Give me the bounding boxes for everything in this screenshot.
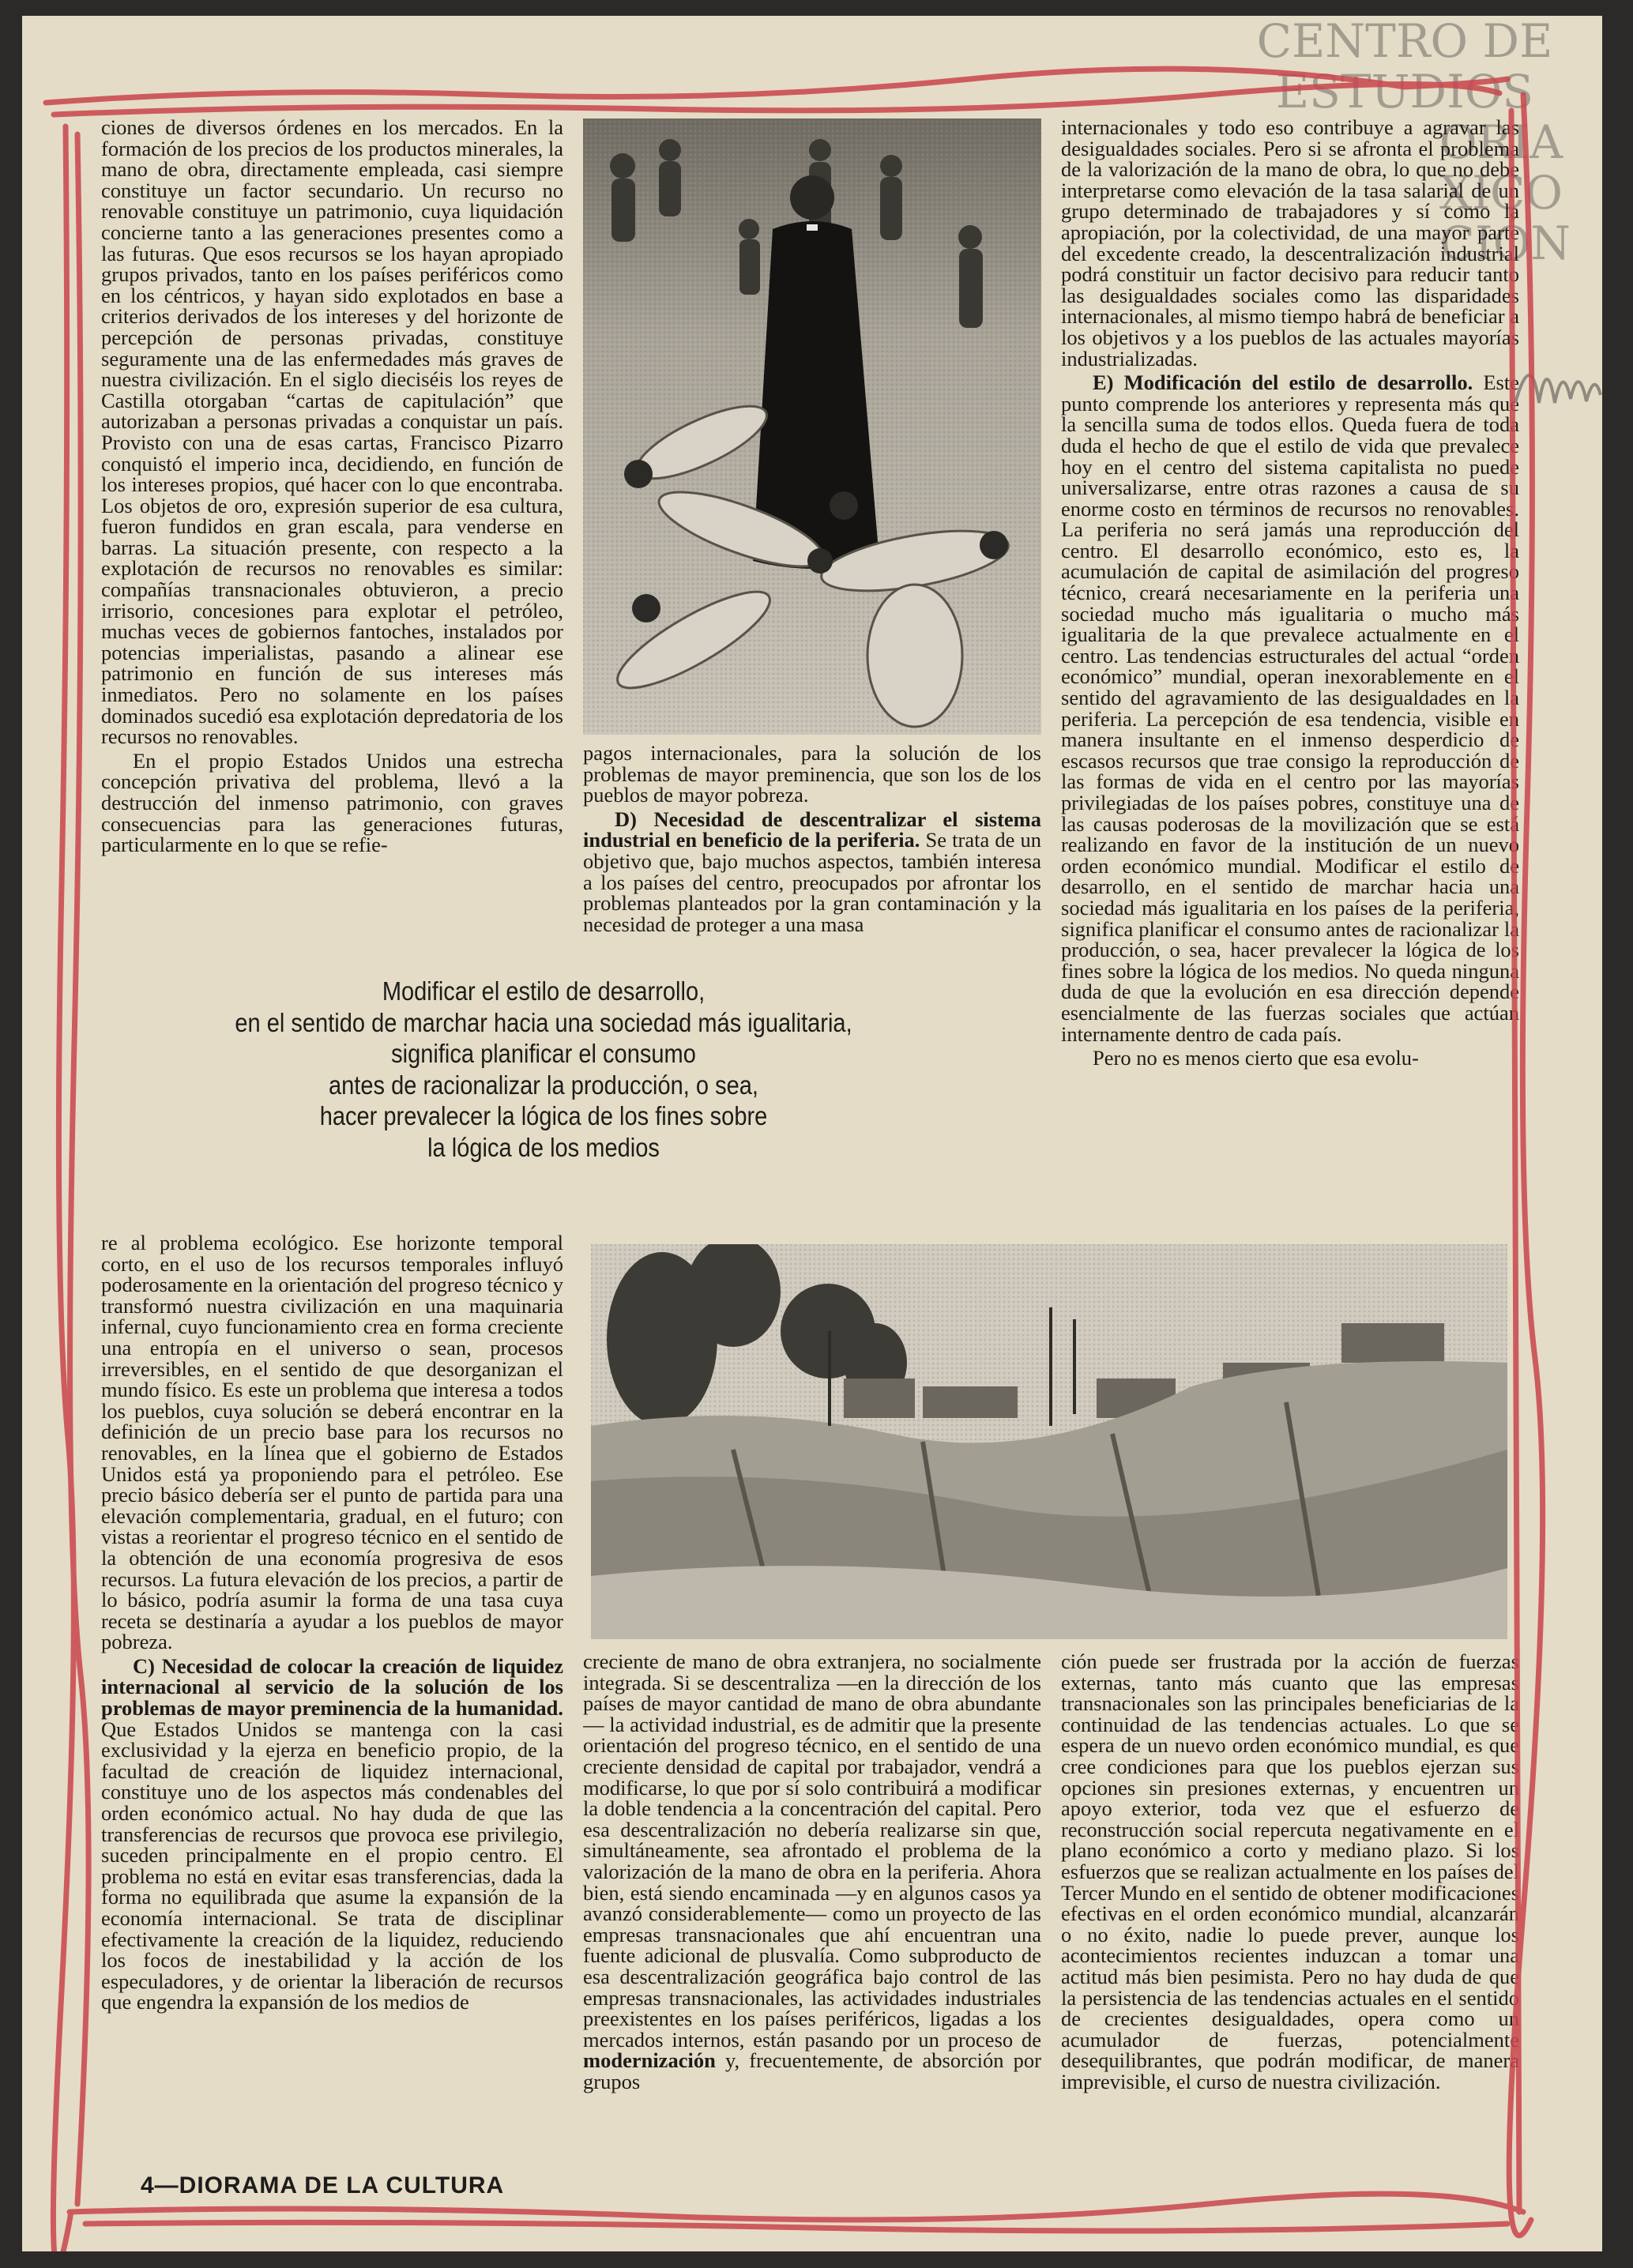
watermark-line: ESTUDIOS	[1275, 65, 1534, 118]
column-1-top	[101, 117, 563, 962]
photo-priest-with-children	[583, 118, 1041, 735]
paragraph-text: creciente de mano de obra extranjera, no socialmente integrada. Si se descentraliza —en la dirección de los países de mayor cantidad de mano de obra abundante— la actividad industrial, es de admitir que la presente orientación del progreso técnico, en el sentido de una creciente densidad de capital por trabajador, vendrá a modificarse, lo que por sí solo contribuirá a modificar la doble tendencia a la concentración del capital. Pero esa descentralización no debería realizarse sin que, simultáneamente, sea afrontado el problema de la valorización de la mano de obra en la periferia. Ahora bien, está siendo encaminada —y en algunos casos ya avanzó considerablemente— como un proyecto de las empresas transnacionales que ahí encuentran una fuente adicional de plusvalía. Como subproducto de esa descentralización geográfica bajo control de las empresas transnacionales, las actividades industriales preexistentes en los países periféricos, ligadas a los mercados internos, están pasando por un proceso de	[583, 1651, 1041, 2052]
column-3-bottom	[1061, 1651, 1519, 2157]
column-2-top	[583, 743, 1041, 972]
watermark-line: CIÓN	[1439, 216, 1571, 270]
bold-word: modernización	[583, 2048, 716, 2073]
paragraph: ciones de diversos órdenes en los mercados. En la formación de los precios de los productos minerales, la mano de obra, directamente empleada, casi siempre constituye un factor secundario. Un recurso no renovable constituye un patrimonio, cuya liquidación concierne tanto a las generaciones presentes como a las futuras. Que esos recursos se los hayan apropiado grupos privados, tanto en los países periféricos como en los céntricos, y hayan sido explotados en base a criterios derivados de los intereses y del horizonte de percepción de personas privadas, constituye seguramente una de las enfermedades más graves de nuestra civilización. En el siglo dieciséis los reyes de Castilla otorgaban “cartas de capitulación” que autorizaban a personas privadas a conquistar un país. Provisto con una de esas cartas, Francisco Pizarro conquistó el imperio inca, decidiendo, en función de los intereses propios, qué hacer con lo que encontraba. Los objetos de oro, expresión superior de esa cultura, fueron fundidos en gran escala, para venderse en barras. La situación presente, con respecto a la explotación de recursos no renovables es similar: compañías transnacionales obtuvieron, a precio irrisorio, concesiones para explotar el petróleo, muchas veces de gobiernos fantoches, instalados por potencias imperialistas, pasando a alinear ese patrimonio en función de sus intereses más inmediatos. Pero no solamente en los países dominados sucedió esa explotación depredatoria de los recursos no renovables.	[101, 117, 563, 749]
pull-quote-line: significa planificar el consumo	[391, 1039, 696, 1068]
pull-quote	[196, 976, 891, 1163]
paragraph	[1061, 372, 1519, 1044]
column-1-bottom	[101, 1232, 563, 2157]
paragraph: Pero no es menos cierto que esa evolu-	[1093, 1046, 1419, 1070]
paragraph-text: Este punto comprende los anteriores y representa más que la sencilla suma de todos ellos. Queda fuera de toda duda el hecho de que el estilo de vida que prevalece hoy en el centro del sistema capitalista no puede universalizarse, entre otras razones a causa de su enorme costo en términos de recursos no renovables. La periferia no será jamás una reproducción del centro. El desarrollo económico, esto es, la acumulación de capital de asimilación del progreso técnico, creará necesariamente en la periferia una sociedad mucho más igualitaria o mucho más igualitaria de la que prevalece actualmente en el centro. Las tendencias estructurales del actual “orden económico” mundial, operan inexorablemente en el sentido del agravamiento de las desigualdades en la periferia. La percepción de esa tendencia, visible en manera insultante en el inmenso desperdicio de escasos recursos que trae consigo la reproducción de las formas de vida en el centro por las mayorías privilegiadas de los países pobres, constituye una de las causas poderosas de la movilización que se está realizando en favor de la institución de un nuevo orden económico mundial. Modificar el estilo de desarrollo, en el sentido de marchar hacia una sociedad más igualitaria en los países de la periferia, significa planificar el consumo antes de racionalizar la producción, o sea, hacer prevalecer la lógica de los fines sobre la lógica de los medios. No queda ninguna duda de que la evolución en esa dirección depende esencialmente de las fuerzas sociales que actúan internamente dentro de cada país.	[1061, 370, 1519, 1046]
pull-quote-line: antes de racionalizar la producción, o sea,	[328, 1070, 759, 1100]
paragraph: pagos internacionales, para la solución de los problemas de mayor preminencia, que son los de los pueblos de mayor pobreza.	[583, 743, 1041, 807]
section-heading-e: E) Modificación del estilo de desarrollo.	[1093, 370, 1473, 395]
watermark-line: CENTRO DE	[1256, 16, 1553, 68]
paragraph	[583, 809, 1041, 935]
column-3-top	[1061, 117, 1519, 1247]
paragraph: re al problema ecológico. Ese horizonte temporal corto, en el uso de los recursos temporales influyó poderosamente en la orientación del progreso técnico y transformó nuestra civilización en una maquinaria infernal, cuyo funcionamiento crea en forma creciente una entropía en el universo o sean, procesos irreversibles, en el sentido de que desorganizan el mundo físico. Es este un problema que interesa a todos los pueblos, cuya solución se deberá encontrar en la definición de un precio base para los recursos no renovables, en la línea que el gobierno de Estados Unidos está ya proponiendo para el petróleo. Ese precio básico debería ser el punto de partida para una elevación complementaria, gradual, en el futuro; con vistas a reorientar el progreso técnico en el sentido de la obtención de una economía progresiva de esos recursos. La futura elevación de los precios, a partir de lo básico, podría asumir la forma de una tasa cuya receta se destinaría a ayudar a los pueblos de mayor pobreza.	[101, 1232, 563, 1654]
paragraph-text: Que Estados Unidos se mantenga con la casi exclusividad y la ejerza en beneficio propio, de la facultad de creación de liquidez internacional, constituye uno de los aspectos más condenables del orden económico actual. No hay duda de que las transferencias de recursos que provoca ese privilegio, suceden principalmente en el propio centro. El problema no está en evitar esas transferencias, dada la forma no equilibrada que asume la expansión de la economía internacional. Se trata de disciplinar efectivamente la creación de la liquidez, reduciendo los focos de inestabilidad y la acción de los especuladores, y de orientar la liberación de recursos que engendra la expansión de los medios de	[101, 1717, 563, 2014]
pull-quote-line: en el sentido de marchar hacia una sociedad más igualitaria,	[235, 1007, 852, 1037]
pull-quote-line: la lógica de los medios	[427, 1132, 660, 1162]
section-heading-c: C) Necesidad de colocar la creación de liquidez internacional al servicio de la solución de los problemas de mayor preminencia de la humanidad.	[101, 1653, 563, 1721]
paragraph: En el propio Estados Unidos una estrecha concepción privativa del problema, llevó a la destrucción del inmenso patrimonio, con graves consecuencias para las generaciones futuras, particularmente en lo que se refie-	[101, 748, 563, 857]
paragraph: ción puede ser frustrada por la acción de fuerzas externas, tanto más cuanto que las empresas transnacionales son las principales beneficiarias de la continuidad de las tendencias actuales. Lo que se espera de un nuevo orden económico mundial, es que cree condiciones para que los pueblos ejerzan sus opciones sin presiones externas, y encuentren un apoyo exterior, toda vez que el esfuerzo de reconstrucción social repercuta negativamente en el plano económico a corto y mediano plazo. Si los esfuerzos que se realizan actualmente en los países del Tercer Mundo en el sentido de obtener modificaciones efectivas en el orden económico mundial, alcanzarán o no éxito, nadie lo puede prever, aunque los acontecimientos recientes induzcan a tomar una actitud más bien pesimista. Pero no hay duda de que la persistencia de las tendencias actuales en el sentido de crecientes desigualdades, opera como un acumulador de fuerzas, potencialmente desequilibrantes, que podrán modificar, de manera imprevisible, el curso de nuestra civilización.	[1061, 1651, 1519, 2093]
photo-image	[583, 118, 1041, 735]
paragraph: internacionales y todo eso contribuye a agravar las desigualdades sociales. Pero si se afronta el problema de la valorización de la mano de obra, lo que no debe interpretarse como elevación de la tasa salarial de un grupo determinado de trabajadores y sí como la apropiación, por la colectividad, de una mayor parte del excedente creado, la descentralización industrial podrá constituir un factor decisivo para reducir tanto las desigualdades sociales como las disparidades internacionales, al mismo tiempo habrá de beneficiar a los objetivos y a los pueblos de las actuales mayorías industrializadas.	[1061, 117, 1519, 370]
photo-image	[591, 1244, 1507, 1639]
signature-scribble	[1507, 332, 1602, 427]
photo-shantytown-landscape	[591, 1244, 1507, 1639]
page-footer: 4—DIORAMA DE LA CULTURA	[141, 2172, 505, 2198]
section-heading-d: D) Necesidad de descentralizar el sistema industrial en beneficio de la periferia.	[583, 807, 1041, 852]
paragraph	[583, 1651, 1041, 2092]
pull-quote-line: hacer prevalecer la lógica de los fines sobre	[319, 1101, 768, 1130]
paragraph	[101, 1653, 563, 2014]
paragraph-text: Se trata de un objetivo que, bajo muchos aspectos, también interesa a los países del centro, preocupados por afrontar los problemas planteados por la gran contaminación y la necesidad de proteger a una masa	[583, 828, 1041, 936]
watermark-line: XICO	[1439, 166, 1563, 220]
pull-quote-line: Modificar el estilo de desarrollo,	[382, 976, 706, 1006]
watermark-line: ORIA	[1439, 115, 1563, 169]
newspaper-page	[22, 16, 1602, 2251]
column-2-bottom	[583, 1651, 1041, 2157]
paragraph-text: y, frecuentemente, de absorción por grupos	[583, 2048, 1041, 2093]
